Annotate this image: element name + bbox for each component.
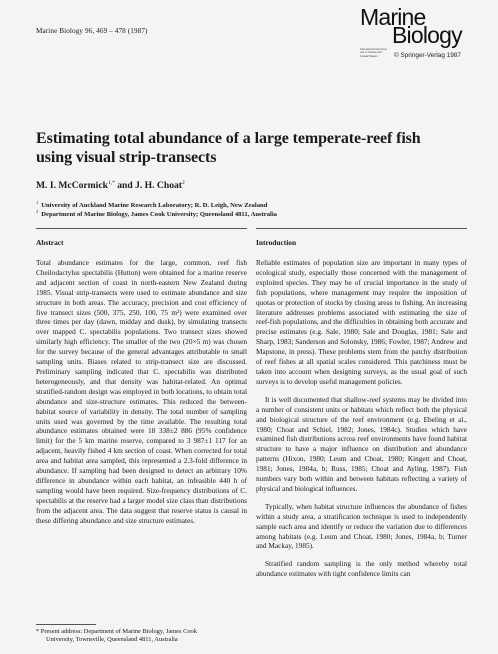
- author-1: M. I. McCormick: [36, 180, 108, 192]
- title-line-1: Estimating total abundance of a large temperate-reef fish: [36, 130, 421, 147]
- title-line-2: using visual strip-transects: [36, 149, 217, 166]
- affiliation-2-text: Department of Marine Biology, James Cook University; Queensland 4811, Australia: [41, 211, 277, 219]
- footnote: [36, 628, 247, 644]
- affiliation-2-number: 2: [36, 209, 39, 214]
- author-1-marker: 1,*: [107, 180, 115, 186]
- logo-word-marine: Marine: [360, 4, 426, 30]
- introduction-heading: Introduction: [256, 238, 297, 247]
- introduction-paragraph-2: It is well documented that shallow-reef systems may be divided into a number of consistent units or habitats which reflect both the physical and biological structure of the reef environment (e.g. Ebeling et al., 1980; Choat and Schiel, 1982; Jones, 1984c). Studies which have examined fish distributions across reef environments have found habitat structure to have a major influence on distribution and abundance patterns (Hixon, 1980; Leum and Choat, 1980; Kingett and Choat, 1981; Jones, 1984a, b; Russ, 1985; Choat and Ayling, 1987). Fish numbers vary both within and between habitats reflecting a variety of physical and biological influences.: [256, 394, 467, 493]
- logo-fineprint: International Journal on Life in Oceans and Coastal Waters: [360, 48, 388, 58]
- introduction-top-rule: [256, 228, 467, 229]
- affiliation-1: [36, 200, 476, 209]
- affiliation-1-number: 1: [36, 200, 39, 205]
- introduction-paragraph-3: Typically, when habitat structure influences the abundance of fishes within a study area, a stratification technique is used to independently sample each area and identify or reduce the variation due to differences among habitats (e.g. Leum and Choat, 1980; Jones, 1984a, b; Turner and Mackay, 1985).: [256, 501, 467, 551]
- affiliation-1-text: University of Auckland Marine Research Laboratory; R. D. Leigh, New Zealand: [41, 202, 268, 210]
- affiliation-2: [36, 209, 476, 218]
- introduction-paragraph-4: Stratified random sampling is the only method whereby total abundance estimates with tight confidence limits can: [256, 559, 467, 579]
- footnote-rule: [36, 624, 96, 625]
- logo-word-biology: Biology: [392, 22, 462, 48]
- footnote-line-1: * Present address: Department of Marine Biology, James Cook: [36, 628, 197, 635]
- journal-logo: [360, 4, 470, 68]
- journal-citation: Marine Biology 96, 469 – 478 (1987): [36, 27, 148, 35]
- abstract-body: [36, 258, 247, 525]
- footnote-line-2: University, Townsville, Queensland 4811, Australia: [46, 636, 178, 643]
- author-2: J. H. Choat: [135, 180, 182, 192]
- author-conjunction: and: [114, 180, 136, 192]
- author-list: [36, 180, 185, 191]
- abstract-top-rule: [36, 228, 247, 229]
- abstract-text: Total abundance estimates for the large, common, reef fish Cheilodactylus spectabilis (Hutton) were obtained for a marine reserve and adjacent section of coast in north-eastern New Zealand during 1985. Visual strip-transects were used to estimate abundance and size structure in both areas. The accuracy, precision and cost efficiency of five transect sizes (500, 375, 250, 100, 75 m²) were examined over three times per day (dawn, midday and dusk), by simulating transects over mapped C. spectabilis populations. Two transect sizes showed similarly high efficiency. The smaller of the two (20×5 m) was chosen for the survey because of the general advantages attributable to small sampling units. Biases related to strip-transect size are discussed. Preliminary sampling indicated that C. spectabilis was distributed heterogeneously, and that density was habitat-related. An optimal stratified-random design was employed in both locations, to obtain total abundance and size-structure estimates. This reduced the between-habitat source of variability in density. The total number of sampling units used was governed by the time available. The resulting total abundance estimates obtained were 18 338±2 886 (95% confidence limit) for the 5 km marine reserve, compared to 3 987±1 117 for an adjacent, heavily fished 4 km section of coast. When corrected for total area and habitat area sampled, this represented a 2.3-fold difference in abundance. If sampling had been designed to detect an arbitrary 10% difference in abundance within each habitat, an infeasible 440 h of sampling would have been required. Size-frequency distributions of C. spectabilis at the reserve had a larger model size class than distributions from the adjacent area. The data suggest that reserve status is causal in these differing abundance and size structure estimates.: [36, 258, 247, 525]
- author-2-marker: 2: [181, 180, 185, 186]
- article-title: [36, 129, 466, 167]
- abstract-heading: Abstract: [36, 238, 64, 247]
- introduction-body: [256, 258, 467, 579]
- copyright-notice: © Springer-Verlag 1987: [394, 52, 461, 59]
- introduction-paragraph-1: Reliable estimates of population size are important in many types of ecological study, especially those concerned with the management of exploited species. They may be of crucial importance in the study of fish populations, where management may require the imposition of quotas or protection of stocks by closing areas to fishing. An increasing literature addresses problems associated with estimating the size of reef-fish populations, and the difficulties in obtaining both accurate and precise estimates (e.g. Sale, 1980; Sale and Douglas, 1981; Sale and Sharp, 1983; Sanderson and Solonsky, 1986; Fowler, 1987; Andrew and Mapstone, in press). These problems stem from the patchy distribution of reef fishes at all spatial scales considered. This patchiness must be taken into account when designing surveys, as the usual goal of such surveys is to develop useful management policies.: [256, 258, 467, 386]
